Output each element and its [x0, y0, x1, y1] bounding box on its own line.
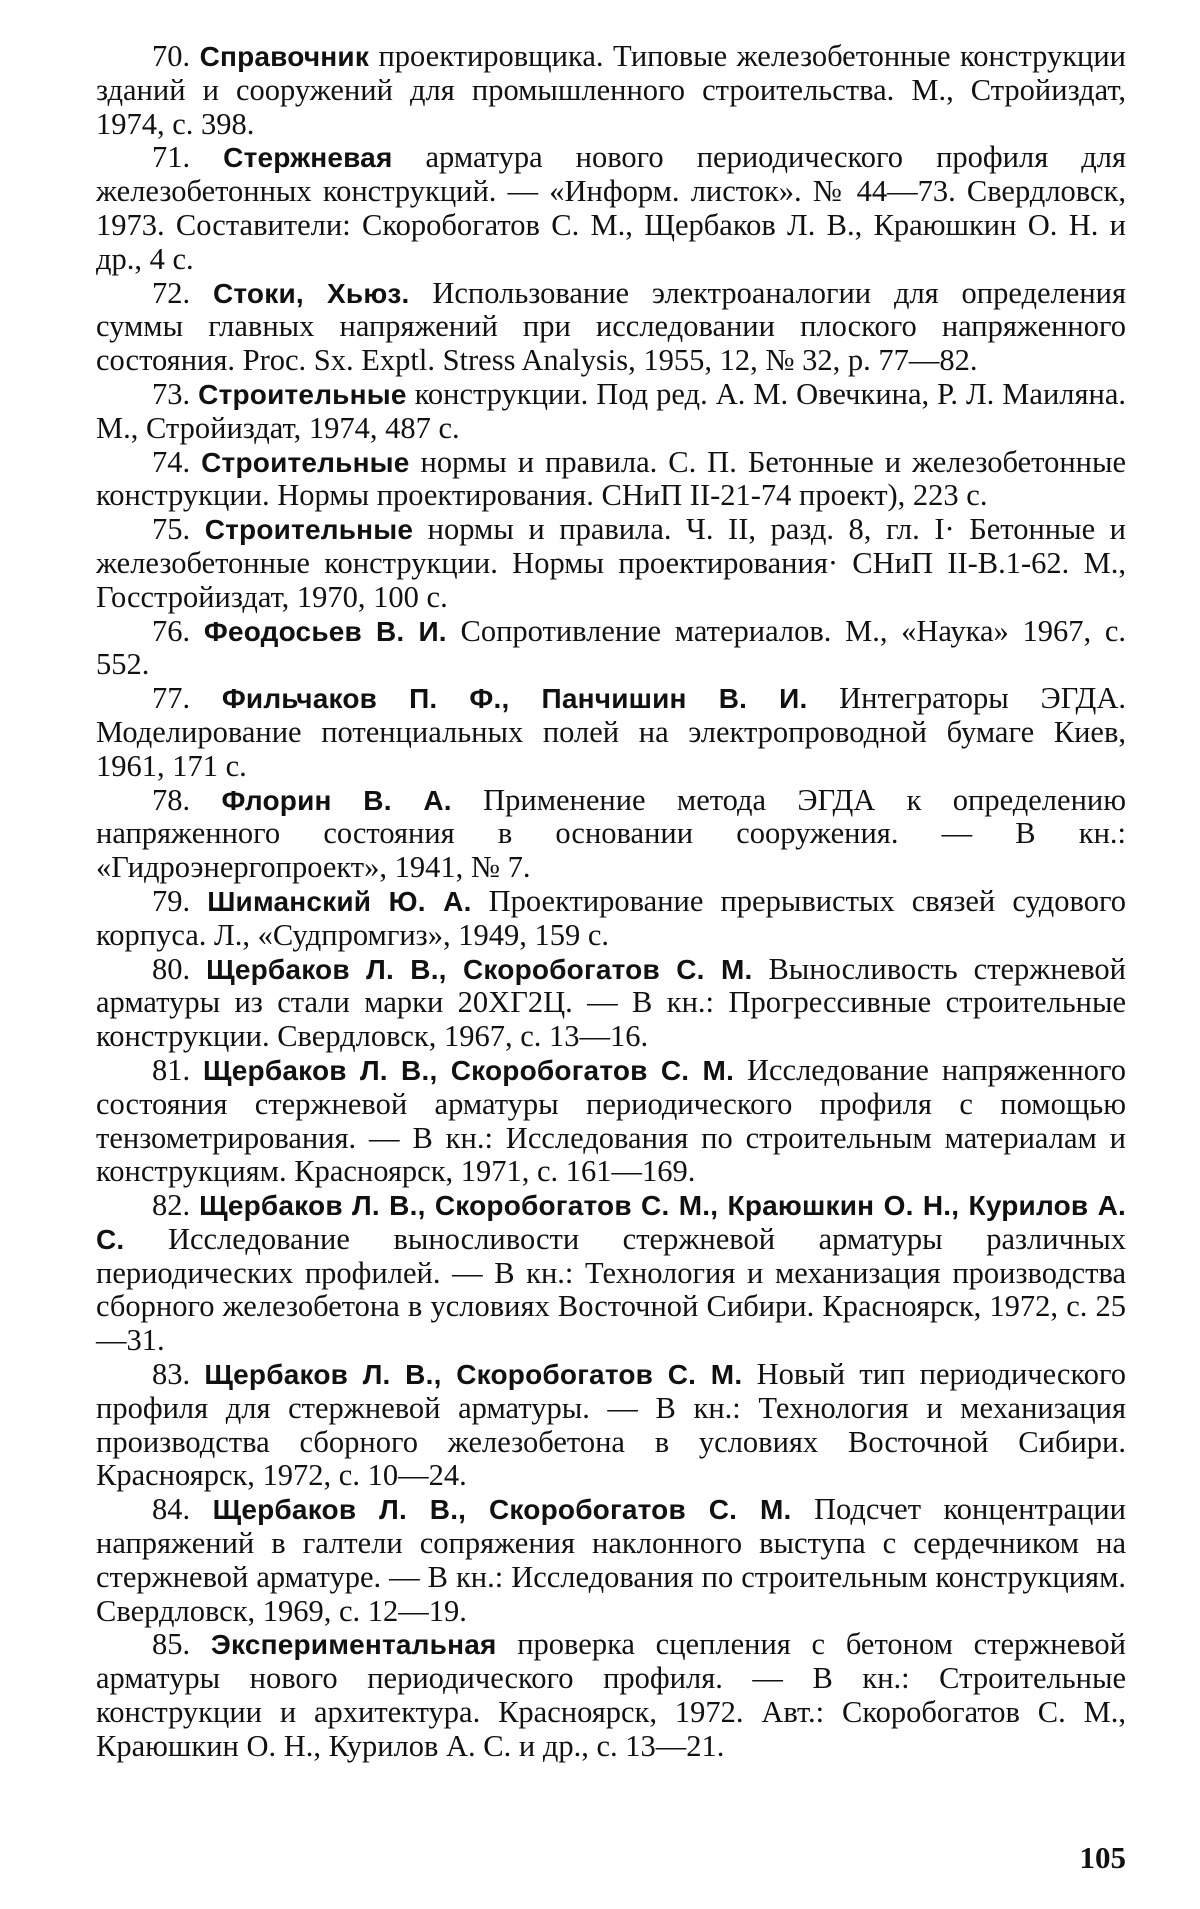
- reference-number: 79.: [152, 883, 191, 918]
- reference-73: [96, 378, 1126, 446]
- reference-lead: Фильчаков П. Ф., Панчишин В. И.: [221, 683, 808, 715]
- reference-84: [96, 1493, 1126, 1628]
- reference-number: 80.: [152, 951, 191, 986]
- reference-79: [96, 885, 1126, 953]
- reference-text: нормы и правила. С. П. Бетонные и железобетонные конструкции. Нормы проектирования. СНиП II-21-74 проект), 223 с.: [96, 444, 1127, 513]
- reference-lead: Щербаков Л. В., Скоробогатов С. М.: [203, 1054, 735, 1086]
- reference-number: 84.: [152, 1492, 191, 1527]
- reference-text: проектировщика. Типовые железобетонные конструкции зданий и сооружений для промышленного строительства. М., Стройиздат, 1974, с. 398.: [96, 39, 1126, 141]
- reference-lead: Щербаков Л. В., Скоробогатов С. М.: [212, 1494, 792, 1526]
- reference-number: 78.: [152, 782, 191, 817]
- page-number: 105: [1079, 1840, 1126, 1875]
- reference-74: [96, 446, 1126, 514]
- reference-text: проверка сцепления с бетоном стержневой арматуры нового периодического профиля. — В кн.: Строительные конструкции и архитектура. Красноярск, 1972. Авт.: Скоробогатов С. М., Краюшкин О. Н., Курилов А. С. и др., с. 13—21.: [96, 1627, 1127, 1763]
- reference-text: конструкции. Под ред. А. М. Овечкина, Р. Л. Маиляна. М., Стройиздат, 1974, 487 с.: [96, 376, 1127, 445]
- reference-text: Исследование выносливости стержневой арматуры различных периодических профилей. — В кн.: Технология и механизация производства сборного железобетона в условиях Восточной Сибири. Красноярск, 1972, с. 25—31.: [96, 1221, 1126, 1358]
- reference-lead: Стоки, Хьюз.: [212, 277, 410, 309]
- reference-72: [96, 277, 1126, 378]
- reference-text: Применение метода ЭГДА к определению напряженного состояния в основании сооружения. — В кн.: «Гидроэнергопроект», 1941, № 7.: [96, 782, 1126, 885]
- bibliography-page: [96, 40, 1126, 1764]
- reference-lead: Щербаков Л. В., Скоробогатов С. М.: [204, 1359, 743, 1391]
- reference-text: Интеграторы ЭГДА. Моделирование потенциальных полей на электропроводной бумаге Киев, 1961, 171 с.: [96, 681, 1127, 783]
- reference-lead: Справочник: [199, 41, 370, 72]
- reference-lead: Строительные: [204, 514, 414, 546]
- reference-text: арматура нового периодического профиля для железобетонных конструкций. — «Информ. листок». № 44—73. Свердловск, 1973. Составители: Скоробогатов С. М., Щербаков Л. В., Краюшкин О. Н. и др., 4 с.: [96, 140, 1127, 276]
- reference-lead: Феодосьев В. И.: [203, 615, 447, 647]
- reference-number: 81.: [152, 1052, 191, 1087]
- reference-lead: Щербаков Л. В., Скоробогатов С. М., Краюшкин О. Н., Курилов А. С.: [96, 1190, 1127, 1255]
- reference-text: Новый тип периодического профиля для стержневой арматуры. — В кн.: Технология и механизация производства сборного железобетона в условиях Восточной Сибири. Красноярск, 1972, с. 10—24.: [96, 1357, 1126, 1493]
- reference-number: 73.: [152, 376, 191, 411]
- reference-number: 74.: [152, 444, 191, 479]
- reference-number: 85.: [152, 1627, 191, 1662]
- reference-text: Проектирование прерывистых связей судового корпуса. Л., «Судпромгиз», 1949, 159 с.: [96, 883, 1126, 952]
- reference-75: [96, 513, 1126, 614]
- reference-lead: Экспериментальная: [210, 1629, 497, 1661]
- reference-80: [96, 953, 1126, 1054]
- reference-number: 71.: [152, 140, 191, 175]
- reference-lead: Строительные: [201, 446, 410, 478]
- reference-82: [96, 1189, 1126, 1358]
- reference-71: [96, 141, 1126, 276]
- reference-text: Сопротивление материалов. М., «Наука» 1967, с. 552.: [96, 613, 1127, 682]
- reference-number: 83.: [152, 1357, 191, 1392]
- reference-81: [96, 1054, 1126, 1189]
- reference-77: [96, 682, 1126, 783]
- reference-text: Подсчет концентрации напряжений в галтели сопряжения наклонного выступа с сердечником на стержневой арматуре. — В кн.: Исследования по строительным конструкциям. Свердловск, 1969, с. 12—19.: [96, 1492, 1126, 1628]
- reference-text: Выносливость стержневой арматуры из стали марки 20ХГ2Ц. — В кн.: Прогрессивные строительные конструкции. Свердловск, 1967, с. 13—16.: [96, 951, 1127, 1054]
- reference-text: Использование электроаналогии для определения суммы главных напряжений при исследовании плоского напряженного состояния. Proc. Sx. Exptl. Stress Analysis, 1955, 12, № 32, p. 77—82.: [96, 275, 1126, 378]
- reference-lead: Щербаков Л. В., Скоробогатов С. М.: [206, 953, 753, 985]
- reference-lead: Флорин В. А.: [221, 784, 452, 816]
- reference-number: 76.: [152, 613, 191, 648]
- reference-text: нормы и правила. Ч. II, разд. 8, гл. I· Бетонные и железобетонные конструкции. Нормы проектирования· СНиП II-В.1-62. М., Госстройиздат, 1970, 100 с.: [96, 512, 1126, 614]
- reference-number: 70.: [152, 39, 191, 73]
- reference-83: [96, 1358, 1126, 1493]
- reference-number: 82.: [152, 1188, 191, 1223]
- reference-number: 72.: [152, 275, 191, 310]
- reference-78: [96, 784, 1126, 885]
- reference-lead: Стержневая: [223, 142, 393, 174]
- reference-lead: Строительные: [198, 378, 407, 410]
- reference-70: [96, 40, 1126, 141]
- reference-lead: Шиманский Ю. А.: [207, 885, 472, 917]
- reference-text: Исследование напряженного состояния стержневой арматуры периодического профиля с помощью тензометрирования. — В кн.: Исследования по строительным материалам и конструкциям. Красноярск, 1971, с. 161—169.: [96, 1052, 1126, 1189]
- reference-number: 77.: [152, 681, 191, 716]
- reference-85: [96, 1628, 1126, 1763]
- reference-76: [96, 615, 1126, 683]
- reference-number: 75.: [152, 512, 191, 547]
